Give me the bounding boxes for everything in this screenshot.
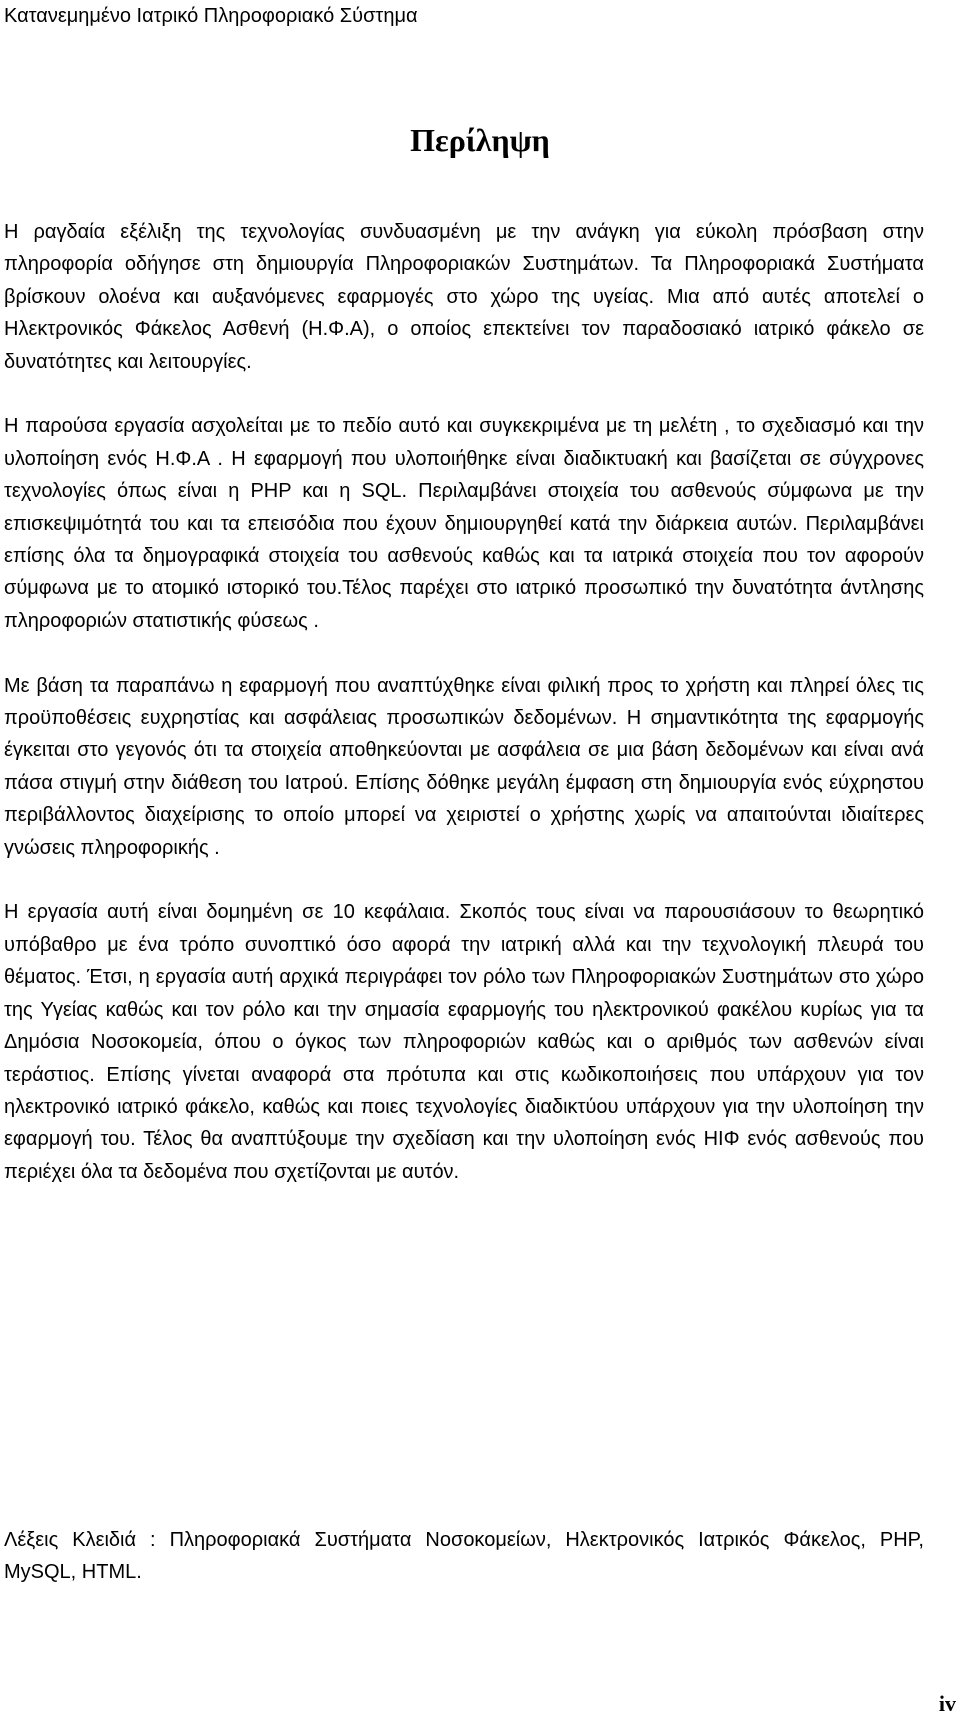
abstract-paragraph-3: Με βάση τα παραπάνω η εφαρμογή που αναπτύχθηκε είναι φιλική προς το χρήστη και πληρεί όλες τις προϋποθέσεις ευχρηστίας και ασφάλειας προσωπικών δεδομένων. Η σημαντικότητα της εφαρμογής έγκειται στο γεγονός ότι τα στοιχεία αποθηκεύονται με ασφάλεια σε μια βάση δεδομένων και είναι ανά πάσα στιγμή στην διάθεση του Ιατρού. Επίσης δόθηκε μεγάλη έμφαση στη δημιουργία ενός εύχρηστου περιβάλλοντος διαχείρισης το οποίο μπορεί να χειριστεί ο χρήστης χωρίς να απαιτούνται ιδιαίτερες γνώσεις πληροφορικής .: [4, 674, 924, 859]
page-number: iv: [938, 1691, 956, 1716]
abstract-paragraph-1: Η ραγδαία εξέλιξη της τεχνολογίας συνδυασμένη με την ανάγκη για εύκολη πρόσβαση στην πληροφορία οδήγησε στη δημιουργία Πληροφοριακών Συστημάτων. Τα Πληροφοριακά Συστήματα βρίσκουν ολοένα και αυξανόμενες εφαρμογές στο χώρο της υγείας. Μια από αυτές αποτελεί ο Ηλεκτρονικός Φάκελος Ασθενή (Η.Φ.Α), ο οποίος επεκτείνει τον παραδοσιακό ιατρικό φάκελο σε δυνατότητες και λειτουργίες.: [4, 221, 924, 373]
abstract-paragraph-4: Η εργασία αυτή είναι δομημένη σε 10 κεφάλαια. Σκοπός τους είναι να παρουσιάσουν το θεωρητικό υπόβαθρο με ένα τρόπο συνοπτικό όσο αφορά την ιατρική αλλά και την τεχνολογική πλευρά του θέματος. Έτσι, η εργασία αυτή αρχικά περιγράφει τον ρόλο των Πληροφοριακών Συστημάτων στο χώρο της Υγείας καθώς και τον ρόλο και την σημασία εφαρμογής του ηλεκτρονικού φακέλου κυρίως για τα Δημόσια Νοσοκομεία, όπου ο όγκος των πληροφοριών καθώς και ο αριθμός των ασθενών είναι τεράστιος. Επίσης γίνεται αναφορά στα πρότυπα και στις κωδικοποιήσεις που υπάρχουν για τον ηλεκτρονικό ιατρικό φάκελο, καθώς και ποιες τεχνολογίες διαδικτύου υπάρχουν για την υλοποίηση την εφαρμογή του. Τέλος θα αναπτύξουμε την σχεδίαση και την υλοποίηση ενός ΗΙΦ ενός ασθενούς που περιέχει όλα τα δεδομένα που σχετίζονται με αυτόν.: [4, 901, 924, 1183]
running-header: Κατανεμημένο Ιατρικό Πληροφοριακό Σύστημα: [4, 5, 418, 27]
abstract-paragraph-2: Η παρούσα εργασία ασχολείται με το πεδίο αυτό και συγκεκριμένα με τη μελέτη , το σχεδιασμό και την υλοποίηση ενός Η.Φ.Α . Η εφαρμογή που υλοποιήθηκε είναι διαδικτυακή και βασίζεται σε σύγχρονες τεχνολογίες όπως είναι η PHP και η SQL. Περιλαμβάνει στοιχεία του ασθενούς σύμφωνα με την επισκεψιμότητά του και τα επεισόδια που έχουν δημιουργηθεί κατά την διάρκεια αυτών. Περιλαμβάνει επίσης όλα τα δημογραφικά στοιχεία του ασθενούς καθώς και τα ιατρικά στοιχεία που τον αφορούν σύμφωνα με το ατομικό ιστορικό του.Τέλος παρέχει στο ιατρικό προσωπικό την δυνατότητα άντλησης πληροφοριών στατιστικής φύσεως .: [4, 415, 924, 632]
page-title: Περίληψη: [410, 122, 550, 158]
keywords: Λέξεις Κλειδιά : Πληροφοριακά Συστήματα Νοσοκομείων, Ηλεκτρονικός Ιατρικός Φάκελος, PHP, MySQL, HTML.: [4, 1529, 924, 1584]
abstract-body: [4, 216, 924, 1221]
